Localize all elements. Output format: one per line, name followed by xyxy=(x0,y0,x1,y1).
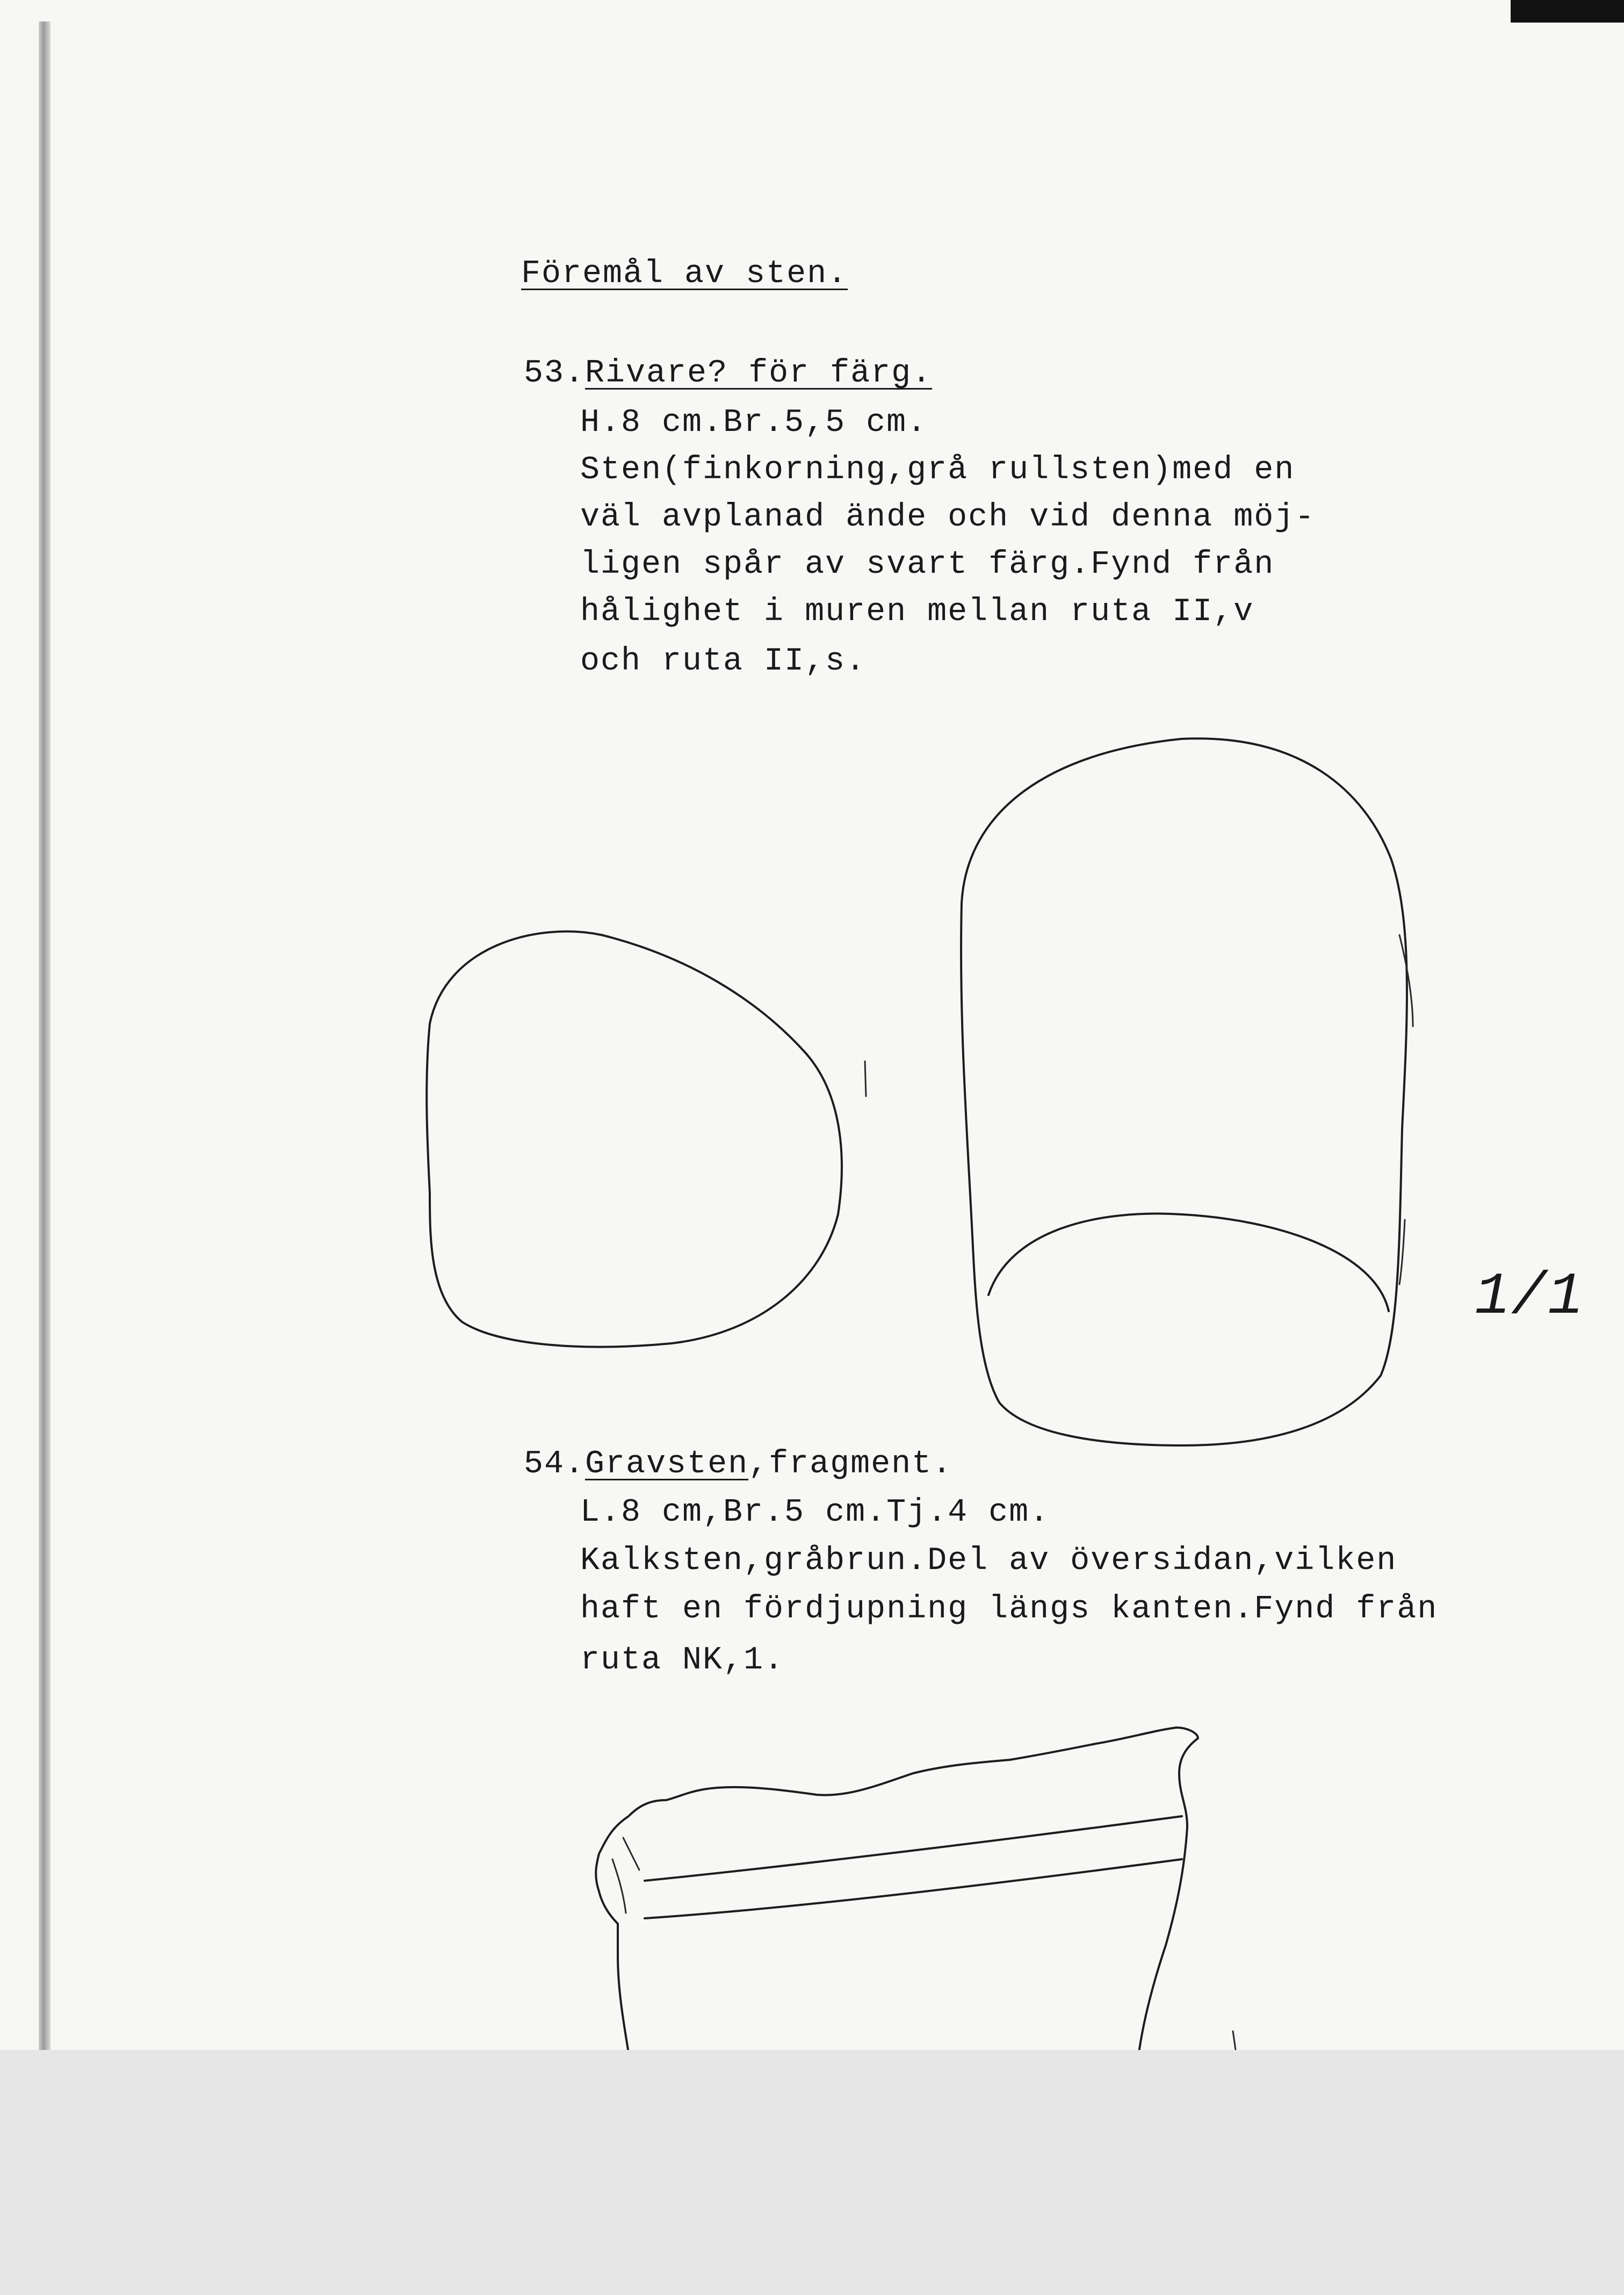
entry-53-line-4: ligen spår av svart färg.Fynd från xyxy=(580,546,1275,583)
entry-54-line-1: L.8 cm,Br.5 cm.Tj.4 cm. xyxy=(580,1494,1050,1531)
entry-53-line-5: hålighet i muren mellan ruta II,v xyxy=(580,594,1254,630)
entry-54-line-4: ruta NK,1. xyxy=(580,1642,785,1679)
gravestone-groove-upper xyxy=(645,1816,1182,1881)
entry-53-line-1: H.8 cm.Br.5,5 cm. xyxy=(580,405,928,441)
entry-53-line-6: och ruta II,s. xyxy=(580,643,867,680)
entry-53-number: 53. xyxy=(524,355,586,392)
section-title: Föremål av sten. xyxy=(521,256,848,292)
gravestone-fragment xyxy=(596,1728,1198,2050)
entry-54-line-2: Kalksten,gråbrun.Del av översidan,vilken xyxy=(580,1543,1397,1579)
gravestone-groove-lower xyxy=(645,1859,1182,1918)
scale-note: 1/1 xyxy=(1475,1264,1585,1331)
scan-background xyxy=(0,2050,1624,2295)
entry-53-line-2: Sten(finkorning,grå rullsten)med en xyxy=(580,452,1295,488)
entry-53-heading: Rivare? för färg. xyxy=(585,355,933,392)
entry-53-line-3: väl avplanad ände och vid denna möj- xyxy=(580,499,1316,536)
entry-54-heading-suffix: ,fragment. xyxy=(748,1446,953,1483)
entry-54-number: 54. xyxy=(524,1446,586,1483)
entry-54-line-3: haft en fördjupning längs kanten.Fynd från xyxy=(580,1591,1438,1628)
entry-54-heading: Gravsten xyxy=(585,1446,749,1483)
